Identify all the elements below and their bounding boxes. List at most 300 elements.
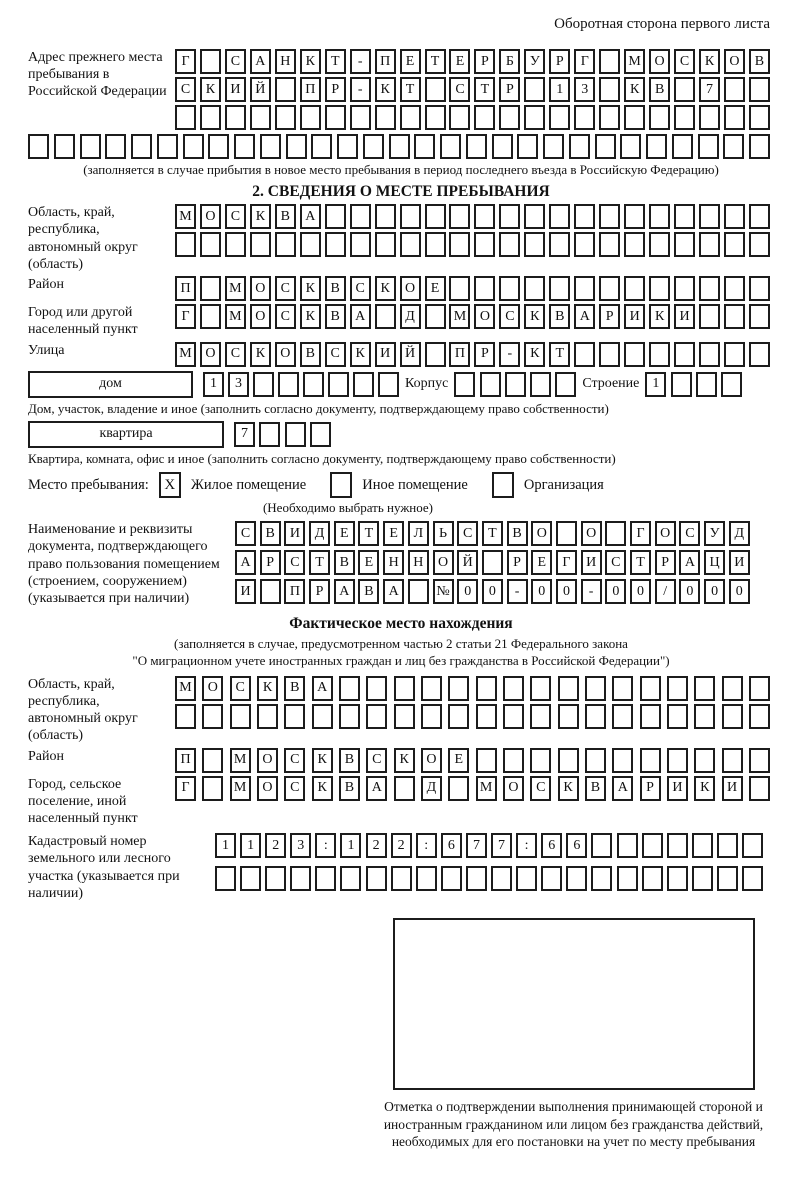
char-cell[interactable]: 7 — [491, 833, 512, 858]
char-cell[interactable]: О — [400, 276, 421, 301]
char-cell[interactable] — [425, 342, 446, 367]
char-cell[interactable] — [722, 748, 743, 773]
char-cell[interactable] — [414, 134, 435, 159]
char-cell[interactable] — [749, 342, 770, 367]
char-cell[interactable] — [530, 372, 551, 397]
char-cell[interactable]: Е — [400, 49, 421, 74]
char-cell[interactable] — [275, 77, 296, 102]
char-cell[interactable]: К — [250, 342, 271, 367]
char-cell[interactable] — [591, 866, 612, 891]
char-cell[interactable] — [749, 676, 770, 701]
char-cell[interactable] — [721, 372, 742, 397]
char-cell[interactable] — [421, 676, 442, 701]
char-cell[interactable] — [649, 204, 670, 229]
char-cell[interactable] — [530, 748, 551, 773]
char-cell[interactable] — [749, 77, 770, 102]
char-cell[interactable] — [240, 866, 261, 891]
char-cell[interactable] — [259, 422, 280, 447]
char-cell[interactable] — [375, 304, 396, 329]
char-cell[interactable] — [724, 232, 745, 257]
char-cell[interactable] — [339, 676, 360, 701]
char-cell[interactable]: К — [300, 49, 321, 74]
char-cell[interactable] — [599, 49, 620, 74]
char-cell[interactable]: В — [260, 521, 281, 546]
char-cell[interactable] — [722, 676, 743, 701]
char-cell[interactable] — [698, 134, 719, 159]
char-cell[interactable]: К — [257, 676, 278, 701]
char-cell[interactable] — [425, 232, 446, 257]
char-cell[interactable]: М — [230, 776, 251, 801]
char-cell[interactable]: Н — [275, 49, 296, 74]
char-cell[interactable]: Р — [474, 342, 495, 367]
char-cell[interactable] — [624, 342, 645, 367]
char-cell[interactable]: 1 — [645, 372, 666, 397]
char-cell[interactable]: С — [457, 521, 478, 546]
char-cell[interactable]: П — [449, 342, 470, 367]
char-cell[interactable]: 0 — [531, 579, 552, 604]
char-cell[interactable]: И — [235, 579, 256, 604]
char-cell[interactable] — [699, 232, 720, 257]
char-cell[interactable]: Й — [250, 77, 271, 102]
char-cell[interactable]: С — [235, 521, 256, 546]
char-cell[interactable]: И — [581, 550, 602, 575]
char-cell[interactable]: П — [284, 579, 305, 604]
char-cell[interactable] — [723, 134, 744, 159]
char-cell[interactable] — [474, 204, 495, 229]
char-cell[interactable] — [284, 704, 305, 729]
char-cell[interactable]: 3 — [228, 372, 249, 397]
char-cell[interactable] — [492, 134, 513, 159]
char-cell[interactable] — [605, 521, 626, 546]
char-cell[interactable] — [671, 372, 692, 397]
char-cell[interactable]: Ь — [433, 521, 454, 546]
char-cell[interactable]: М — [225, 276, 246, 301]
char-cell[interactable]: С — [499, 304, 520, 329]
char-cell[interactable] — [640, 676, 661, 701]
char-cell[interactable] — [694, 676, 715, 701]
char-cell[interactable] — [337, 134, 358, 159]
char-cell[interactable] — [175, 232, 196, 257]
char-cell[interactable] — [749, 704, 770, 729]
char-cell[interactable] — [394, 776, 415, 801]
char-cell[interactable]: Г — [175, 304, 196, 329]
char-cell[interactable]: Г — [175, 49, 196, 74]
char-cell[interactable]: К — [300, 276, 321, 301]
char-cell[interactable] — [448, 704, 469, 729]
char-cell[interactable]: С — [530, 776, 551, 801]
char-cell[interactable] — [649, 342, 670, 367]
char-cell[interactable] — [425, 77, 446, 102]
char-cell[interactable]: М — [476, 776, 497, 801]
stay-type-checkbox-organization[interactable] — [492, 472, 514, 498]
char-cell[interactable] — [474, 232, 495, 257]
char-cell[interactable] — [667, 704, 688, 729]
char-cell[interactable]: В — [549, 304, 570, 329]
char-cell[interactable] — [555, 372, 576, 397]
char-cell[interactable] — [389, 134, 410, 159]
char-cell[interactable]: Г — [175, 776, 196, 801]
char-cell[interactable] — [617, 833, 638, 858]
char-cell[interactable]: 0 — [556, 579, 577, 604]
char-cell[interactable] — [350, 232, 371, 257]
char-cell[interactable]: П — [175, 276, 196, 301]
char-cell[interactable]: К — [200, 77, 221, 102]
char-cell[interactable] — [749, 204, 770, 229]
char-cell[interactable] — [449, 276, 470, 301]
char-cell[interactable] — [202, 704, 223, 729]
char-cell[interactable] — [549, 204, 570, 229]
char-cell[interactable]: Й — [400, 342, 421, 367]
char-cell[interactable] — [556, 521, 577, 546]
char-cell[interactable] — [474, 276, 495, 301]
char-cell[interactable]: Т — [549, 342, 570, 367]
char-cell[interactable] — [200, 105, 221, 130]
char-cell[interactable] — [234, 134, 255, 159]
char-cell[interactable]: С — [275, 304, 296, 329]
char-cell[interactable]: П — [300, 77, 321, 102]
char-cell[interactable] — [286, 134, 307, 159]
char-cell[interactable] — [558, 676, 579, 701]
char-cell[interactable] — [585, 676, 606, 701]
char-cell[interactable]: И — [667, 776, 688, 801]
char-cell[interactable]: О — [581, 521, 602, 546]
char-cell[interactable]: 1 — [203, 372, 224, 397]
char-cell[interactable]: - — [507, 579, 528, 604]
char-cell[interactable]: К — [649, 304, 670, 329]
char-cell[interactable] — [350, 105, 371, 130]
char-cell[interactable] — [340, 866, 361, 891]
char-cell[interactable]: А — [574, 304, 595, 329]
char-cell[interactable]: В — [300, 342, 321, 367]
char-cell[interactable] — [208, 134, 229, 159]
char-cell[interactable] — [667, 748, 688, 773]
char-cell[interactable]: 1 — [240, 833, 261, 858]
char-cell[interactable] — [325, 204, 346, 229]
char-cell[interactable]: С — [284, 550, 305, 575]
char-cell[interactable]: Р — [507, 550, 528, 575]
char-cell[interactable] — [474, 105, 495, 130]
char-cell[interactable]: О — [250, 276, 271, 301]
char-cell[interactable]: О — [200, 342, 221, 367]
char-cell[interactable]: Р — [549, 49, 570, 74]
char-cell[interactable] — [80, 134, 101, 159]
char-cell[interactable]: Р — [599, 304, 620, 329]
char-cell[interactable] — [549, 105, 570, 130]
stay-type-checkbox-residential[interactable]: X — [159, 472, 181, 498]
char-cell[interactable] — [394, 704, 415, 729]
char-cell[interactable] — [612, 704, 633, 729]
char-cell[interactable]: В — [275, 204, 296, 229]
char-cell[interactable] — [717, 833, 738, 858]
char-cell[interactable] — [624, 232, 645, 257]
char-cell[interactable]: 6 — [566, 833, 587, 858]
char-cell[interactable]: В — [749, 49, 770, 74]
char-cell[interactable]: О — [531, 521, 552, 546]
char-cell[interactable]: А — [235, 550, 256, 575]
char-cell[interactable] — [599, 232, 620, 257]
char-cell[interactable]: В — [358, 579, 379, 604]
char-cell[interactable]: Д — [309, 521, 330, 546]
char-cell[interactable] — [400, 105, 421, 130]
char-cell[interactable]: В — [325, 276, 346, 301]
char-cell[interactable]: С — [275, 276, 296, 301]
char-cell[interactable] — [175, 105, 196, 130]
char-cell[interactable] — [530, 676, 551, 701]
char-cell[interactable]: - — [350, 49, 371, 74]
char-cell[interactable] — [499, 204, 520, 229]
char-cell[interactable]: 7 — [699, 77, 720, 102]
char-cell[interactable] — [724, 204, 745, 229]
char-cell[interactable]: У — [524, 49, 545, 74]
char-cell[interactable] — [366, 676, 387, 701]
char-cell[interactable] — [646, 134, 667, 159]
char-cell[interactable] — [724, 276, 745, 301]
char-cell[interactable] — [260, 579, 281, 604]
char-cell[interactable] — [503, 676, 524, 701]
char-cell[interactable]: Б — [499, 49, 520, 74]
char-cell[interactable] — [449, 232, 470, 257]
char-cell[interactable] — [624, 276, 645, 301]
char-cell[interactable]: К — [694, 776, 715, 801]
char-cell[interactable]: А — [350, 304, 371, 329]
char-cell[interactable]: В — [339, 748, 360, 773]
char-cell[interactable] — [476, 676, 497, 701]
char-cell[interactable]: А — [312, 676, 333, 701]
char-cell[interactable] — [674, 342, 695, 367]
char-cell[interactable] — [699, 342, 720, 367]
char-cell[interactable] — [363, 134, 384, 159]
char-cell[interactable] — [400, 232, 421, 257]
char-cell[interactable] — [339, 704, 360, 729]
char-cell[interactable] — [574, 105, 595, 130]
char-cell[interactable]: Й — [457, 550, 478, 575]
char-cell[interactable]: Е — [358, 550, 379, 575]
char-cell[interactable] — [724, 77, 745, 102]
char-cell[interactable]: К — [375, 77, 396, 102]
char-cell[interactable] — [558, 748, 579, 773]
char-cell[interactable] — [278, 372, 299, 397]
char-cell[interactable] — [378, 372, 399, 397]
char-cell[interactable] — [574, 276, 595, 301]
char-cell[interactable] — [400, 204, 421, 229]
char-cell[interactable]: М — [230, 748, 251, 773]
char-cell[interactable]: Т — [474, 77, 495, 102]
char-cell[interactable] — [724, 105, 745, 130]
char-cell[interactable] — [599, 105, 620, 130]
char-cell[interactable] — [476, 748, 497, 773]
char-cell[interactable] — [250, 232, 271, 257]
char-cell[interactable]: А — [250, 49, 271, 74]
char-cell[interactable] — [448, 676, 469, 701]
char-cell[interactable] — [480, 372, 501, 397]
char-cell[interactable] — [290, 866, 311, 891]
char-cell[interactable] — [215, 866, 236, 891]
char-cell[interactable]: Т — [400, 77, 421, 102]
char-cell[interactable]: В — [334, 550, 355, 575]
char-cell[interactable] — [692, 833, 713, 858]
char-cell[interactable] — [230, 704, 251, 729]
char-cell[interactable] — [449, 204, 470, 229]
char-cell[interactable]: А — [366, 776, 387, 801]
char-cell[interactable] — [640, 748, 661, 773]
char-cell[interactable] — [696, 372, 717, 397]
char-cell[interactable]: И — [225, 77, 246, 102]
char-cell[interactable] — [749, 304, 770, 329]
char-cell[interactable]: В — [325, 304, 346, 329]
char-cell[interactable]: 7 — [234, 422, 255, 447]
char-cell[interactable] — [503, 704, 524, 729]
char-cell[interactable] — [499, 276, 520, 301]
apartment-box[interactable]: квартира — [28, 421, 224, 448]
char-cell[interactable]: С — [605, 550, 626, 575]
char-cell[interactable]: Д — [421, 776, 442, 801]
char-cell[interactable] — [699, 204, 720, 229]
char-cell[interactable]: 0 — [729, 579, 750, 604]
char-cell[interactable]: О — [257, 776, 278, 801]
char-cell[interactable] — [524, 77, 545, 102]
char-cell[interactable] — [257, 704, 278, 729]
char-cell[interactable] — [549, 276, 570, 301]
char-cell[interactable]: Р — [640, 776, 661, 801]
char-cell[interactable]: С — [284, 748, 305, 773]
char-cell[interactable] — [225, 232, 246, 257]
char-cell[interactable]: Т — [630, 550, 651, 575]
char-cell[interactable]: К — [699, 49, 720, 74]
char-cell[interactable] — [749, 748, 770, 773]
char-cell[interactable] — [649, 232, 670, 257]
char-cell[interactable] — [694, 748, 715, 773]
char-cell[interactable] — [692, 866, 713, 891]
char-cell[interactable]: О — [655, 521, 676, 546]
char-cell[interactable]: О — [433, 550, 454, 575]
char-cell[interactable]: И — [284, 521, 305, 546]
char-cell[interactable]: К — [524, 342, 545, 367]
char-cell[interactable] — [183, 134, 204, 159]
char-cell[interactable] — [667, 833, 688, 858]
char-cell[interactable]: М — [175, 342, 196, 367]
char-cell[interactable]: Р — [260, 550, 281, 575]
char-cell[interactable]: А — [383, 579, 404, 604]
char-cell[interactable]: Т — [325, 49, 346, 74]
char-cell[interactable]: К — [312, 776, 333, 801]
char-cell[interactable] — [749, 134, 770, 159]
char-cell[interactable] — [599, 77, 620, 102]
char-cell[interactable] — [416, 866, 437, 891]
char-cell[interactable]: К — [312, 748, 333, 773]
char-cell[interactable] — [524, 105, 545, 130]
char-cell[interactable]: С — [350, 276, 371, 301]
char-cell[interactable] — [624, 105, 645, 130]
char-cell[interactable]: В — [649, 77, 670, 102]
char-cell[interactable] — [742, 833, 763, 858]
char-cell[interactable] — [328, 372, 349, 397]
char-cell[interactable] — [300, 105, 321, 130]
char-cell[interactable]: О — [250, 304, 271, 329]
char-cell[interactable] — [175, 704, 196, 729]
char-cell[interactable] — [391, 866, 412, 891]
char-cell[interactable] — [543, 134, 564, 159]
char-cell[interactable]: Р — [325, 77, 346, 102]
char-cell[interactable] — [516, 866, 537, 891]
char-cell[interactable] — [541, 866, 562, 891]
char-cell[interactable] — [585, 704, 606, 729]
char-cell[interactable] — [724, 342, 745, 367]
char-cell[interactable] — [642, 833, 663, 858]
char-cell[interactable]: С — [225, 204, 246, 229]
char-cell[interactable] — [425, 105, 446, 130]
char-cell[interactable] — [200, 232, 221, 257]
char-cell[interactable] — [454, 372, 475, 397]
char-cell[interactable]: А — [334, 579, 355, 604]
char-cell[interactable] — [200, 304, 221, 329]
char-cell[interactable]: М — [225, 304, 246, 329]
char-cell[interactable]: Е — [448, 748, 469, 773]
char-cell[interactable]: 0 — [704, 579, 725, 604]
char-cell[interactable]: С — [679, 521, 700, 546]
char-cell[interactable]: / — [655, 579, 676, 604]
char-cell[interactable] — [624, 204, 645, 229]
char-cell[interactable] — [311, 134, 332, 159]
char-cell[interactable] — [674, 204, 695, 229]
char-cell[interactable] — [350, 204, 371, 229]
char-cell[interactable]: О — [257, 748, 278, 773]
char-cell[interactable] — [157, 134, 178, 159]
char-cell[interactable] — [310, 422, 331, 447]
char-cell[interactable]: Ц — [704, 550, 725, 575]
char-cell[interactable] — [674, 77, 695, 102]
char-cell[interactable] — [265, 866, 286, 891]
char-cell[interactable]: Е — [383, 521, 404, 546]
char-cell[interactable] — [131, 134, 152, 159]
char-cell[interactable] — [303, 372, 324, 397]
char-cell[interactable] — [425, 304, 446, 329]
char-cell[interactable]: Т — [358, 521, 379, 546]
char-cell[interactable] — [499, 232, 520, 257]
char-cell[interactable] — [375, 232, 396, 257]
char-cell[interactable] — [595, 134, 616, 159]
char-cell[interactable] — [642, 866, 663, 891]
char-cell[interactable] — [599, 204, 620, 229]
char-cell[interactable]: Л — [408, 521, 429, 546]
char-cell[interactable] — [566, 866, 587, 891]
char-cell[interactable]: 3 — [290, 833, 311, 858]
char-cell[interactable] — [674, 232, 695, 257]
char-cell[interactable]: 1 — [549, 77, 570, 102]
char-cell[interactable] — [491, 866, 512, 891]
char-cell[interactable]: У — [704, 521, 725, 546]
char-cell[interactable] — [694, 704, 715, 729]
char-cell[interactable]: Р — [655, 550, 676, 575]
char-cell[interactable] — [524, 276, 545, 301]
char-cell[interactable] — [466, 134, 487, 159]
char-cell[interactable] — [574, 342, 595, 367]
char-cell[interactable]: 7 — [466, 833, 487, 858]
char-cell[interactable]: Г — [574, 49, 595, 74]
char-cell[interactable] — [505, 372, 526, 397]
char-cell[interactable] — [699, 304, 720, 329]
char-cell[interactable] — [105, 134, 126, 159]
char-cell[interactable]: : — [516, 833, 537, 858]
char-cell[interactable] — [312, 704, 333, 729]
char-cell[interactable]: Н — [383, 550, 404, 575]
char-cell[interactable]: 0 — [605, 579, 626, 604]
char-cell[interactable] — [599, 342, 620, 367]
char-cell[interactable]: - — [350, 77, 371, 102]
char-cell[interactable]: М — [449, 304, 470, 329]
char-cell[interactable] — [499, 105, 520, 130]
char-cell[interactable]: С — [449, 77, 470, 102]
char-cell[interactable]: Т — [482, 521, 503, 546]
